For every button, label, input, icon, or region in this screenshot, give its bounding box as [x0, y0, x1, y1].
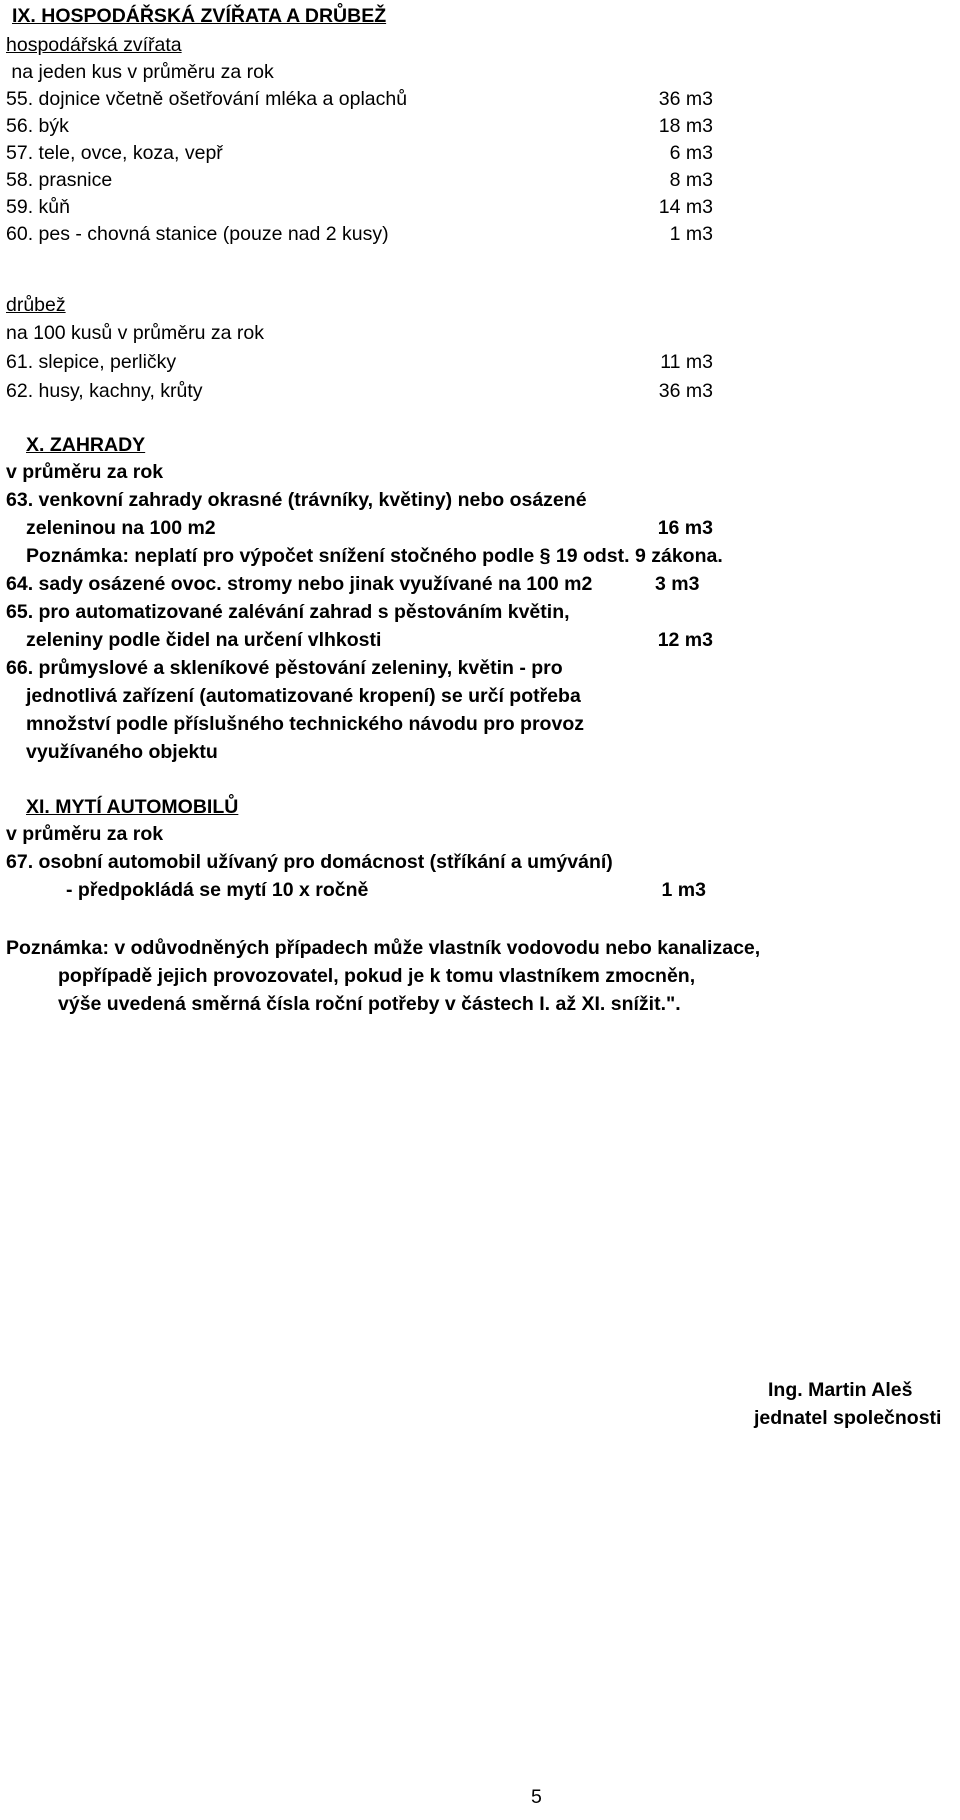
item-65-line1: 65. pro automatizované zalévání zahrad s pěstováním květin, [6, 601, 570, 623]
signature-role: jednatel společnosti [754, 1407, 942, 1429]
item-63-note [26, 544, 723, 568]
list-item-value: 1 m3 [669, 223, 713, 245]
list-item-label: 55. dojnice včetně ošetřování mléka a oplachů [6, 88, 408, 110]
item-63-line1: 63. venkovní zahrady okrasné (trávníky, květiny) nebo osázené [6, 489, 587, 511]
item-63-value: 16 m3 [657, 517, 713, 539]
list-item-value: 36 m3 [658, 88, 713, 110]
livestock-basis: na jeden kus v průměru za rok [6, 61, 274, 83]
list-item-value: 6 m3 [669, 142, 713, 164]
list-item-value: 14 m3 [658, 196, 713, 218]
section-xi-basis: v průměru za rok [6, 823, 164, 845]
final-note-line1: Poznámka: v odůvodněných případech může vlastník vodovodu nebo kanalizace, [6, 937, 761, 959]
item-66-line2: jednotlivá zařízení (automatizované kropení) se určí potřeba [26, 685, 581, 707]
list-item-label: 60. pes - chovná stanice (pouze nad 2 kusy) [6, 223, 389, 245]
item-67-value: 1 m3 [661, 879, 706, 901]
list-item-value: 11 m3 [660, 351, 713, 373]
section-sign: § [539, 545, 551, 567]
item-63-note-ref: 19 odst. 9 zákona. [555, 545, 723, 567]
signature-name: Ing. Martin Aleš [768, 1379, 913, 1401]
final-note-line3: výše uvedená směrná čísla roční potřeby v částech I. až XI. snížit.". [58, 993, 681, 1015]
item-64-label: 64. sady osázené ovoc. stromy nebo jinak využívané na 100 m2 [6, 573, 593, 595]
poultry-heading: drůbež [6, 294, 66, 316]
section-ix-title: IX. HOSPODÁŘSKÁ ZVÍŘATA A DRŮBEŽ [12, 5, 387, 27]
list-item-label: 56. býk [6, 115, 69, 137]
item-66-line4: využívaného objektu [26, 741, 218, 763]
item-64-value: 3 m3 [655, 573, 700, 595]
list-item-label: 62. husy, kachny, krůty [6, 380, 203, 402]
item-67-line2: - předpokládá se mytí 10 x ročně [66, 879, 369, 901]
item-63-line2: zeleninou na 100 m2 [26, 517, 216, 539]
final-note-line2: popřípadě jejich provozovatel, pokud je k tomu vlastníkem zmocněn, [58, 965, 696, 987]
item-66-line1: 66. průmyslové a skleníkové pěstování zeleniny, květin - pro [6, 657, 563, 679]
poultry-basis: na 100 kusů v průměru za rok [6, 322, 264, 344]
list-item-label: 57. tele, ovce, koza, vepř [6, 142, 223, 164]
list-item-value: 8 m3 [669, 169, 713, 191]
list-item-value: 18 m3 [658, 115, 713, 137]
item-67-line1: 67. osobní automobil užívaný pro domácnost (stříkání a umývání) [6, 851, 613, 873]
list-item-label: 59. kůň [6, 196, 70, 218]
section-x-title: X. ZAHRADY [26, 434, 146, 456]
item-63-note-text: Poznámka: neplatí pro výpočet snížení stočného podle [26, 545, 535, 567]
section-xi-title: XI. MYTÍ AUTOMOBILŮ [26, 796, 239, 818]
item-65-value: 12 m3 [657, 629, 713, 651]
livestock-heading: hospodářská zvířata [6, 34, 182, 56]
list-item-value: 36 m3 [658, 380, 713, 402]
page-number: 5 [531, 1786, 542, 1808]
item-66-line3: množství podle příslušného technického návodu pro provoz [26, 713, 584, 735]
item-65-line2: zeleniny podle čidel na určení vlhkosti [26, 629, 382, 651]
list-item-label: 58. prasnice [6, 169, 113, 191]
list-item-label: 61. slepice, perličky [6, 351, 177, 373]
section-x-basis: v průměru za rok [6, 461, 164, 483]
